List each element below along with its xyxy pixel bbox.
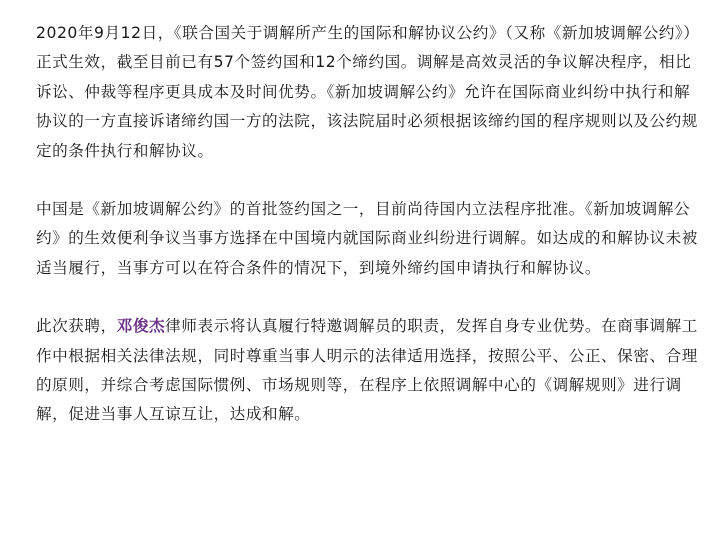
appointment-body-text: 律师表示将认真履行特邀调解员的职责，发挥自身专业优势。在商事调解工作中根据相关法律法规，同时尊重当事人明示的法律适用选择，按照公平、公正、保密、合理的原则，并综合考虑国际惯例、市场规则等，在程序上依照调解中心的《调解规则》进行调解，促进当事人互谅互让，达成和解。 (36, 317, 698, 424)
paragraph-china-signatory: 中国是《新加坡调解公约》的首批签约国之一，目前尚待国内立法程序批准。《新加坡调解公约》的生效便利争议当事方选择在中国境内就国际商业纠纷进行调解。如达成的和解协议未被适当履行，当事方可以在符合条件的情况下，到境外缔约国申请执行和解协议。 (36, 200, 698, 277)
paragraph-lawyer-appointment (36, 312, 703, 430)
lawyer-name: 邓俊杰 (116, 317, 166, 336)
paragraph-convention-effective: 2020年9月12日，《联合国关于调解所产生的国际和解协议公约》（又称《新加坡调解公约》）正式生效，截至目前已有57个签约国和12个缔约国。调解是高效灵活的争议解决程序，相比诉讼、仲裁等程序更具成本及时间优势。《新加坡调解公约》允许在国际商业纠纷中执行和解协议的一方直接诉诸缔约国一方的法院，该法院届时必须根据该缔约国的程序规则以及公约规定的条件执行和解协议。 (36, 24, 700, 160)
appointment-intro-text: 此次获聘， (36, 317, 117, 336)
